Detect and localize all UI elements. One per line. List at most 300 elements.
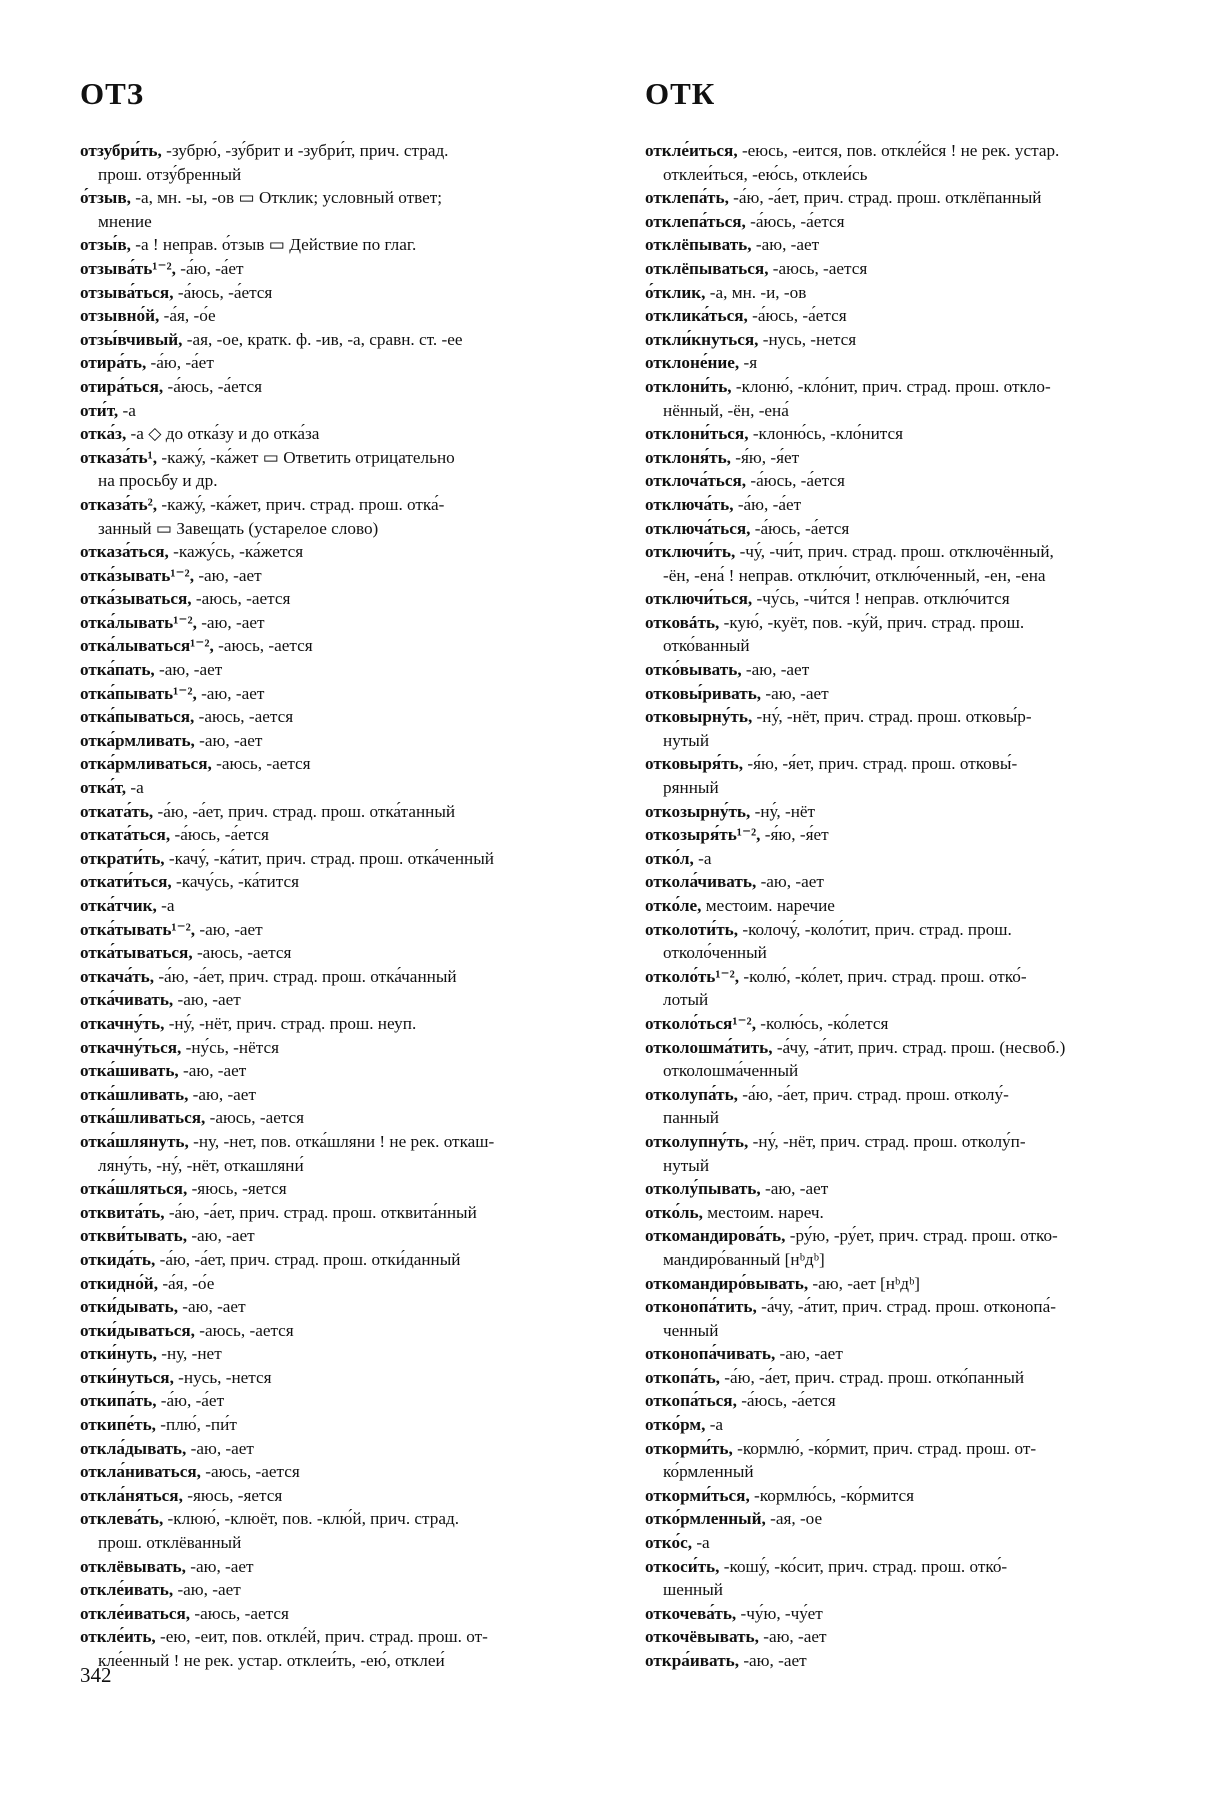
- dictionary-entry-line: [80, 1625, 613, 1649]
- entry-text: -кую́, -куёт, пов. -ку́й, прич. страд. прош.: [719, 612, 1025, 632]
- entry-text: -а́ю, -а́ет, прич. страд. прош. отко́панный: [719, 1367, 1025, 1387]
- dictionary-entry-line: [80, 1036, 613, 1060]
- entry-text: -плю́, -пи́т: [155, 1415, 237, 1435]
- headword: отка́зывать¹⁻²,: [80, 565, 195, 585]
- dictionary-entry-line: [80, 1201, 613, 1225]
- dictionary-entry-line: [645, 186, 1175, 210]
- dictionary-entry-line: [645, 351, 1175, 375]
- entry-text: -я́ю, -я́ет: [730, 447, 800, 467]
- entry-text: -аю, -ает: [185, 1556, 254, 1576]
- headword: отключи́ться,: [645, 589, 753, 609]
- headword: отконопа́тить,: [645, 1297, 757, 1317]
- entry-text: на просьбу и др.: [98, 471, 218, 491]
- entry-text: прош. отзу́бренный: [98, 164, 242, 184]
- dictionary-entry-line: [80, 493, 613, 517]
- entry-text: -а́ю, -а́ет, прич. страд. прош. отквита́нный: [164, 1202, 477, 1222]
- headword: отквита́ть,: [80, 1202, 165, 1222]
- headword: о́тклик,: [645, 282, 706, 302]
- headword: отзубри́ть,: [80, 141, 162, 160]
- entry-text: -аю, -ает: [739, 1651, 807, 1670]
- headword: отка́пать,: [80, 660, 155, 680]
- headword: отзы́в,: [80, 235, 131, 255]
- dictionary-entry-line: [645, 446, 1175, 470]
- headword: отклева́ть,: [80, 1509, 164, 1529]
- headword: откли́кнуться,: [645, 329, 759, 349]
- dictionary-entry-line: [645, 682, 1175, 706]
- headword: отколо́ться¹⁻²,: [645, 1013, 756, 1033]
- entry-text: -аю, -ает: [173, 990, 241, 1010]
- headword: отковырну́ть,: [645, 707, 753, 727]
- entry-text: -качу́, -ка́тит, прич. страд. прош. отка́ченный: [164, 848, 494, 868]
- headword: отка́шивать,: [80, 1061, 179, 1081]
- dictionary-entry-line: [80, 1460, 613, 1484]
- dictionary-entry-line: [80, 564, 613, 588]
- entry-text: -а́ю, -а́ет, прич. страд. прош. отки́данный: [155, 1249, 461, 1269]
- entry-text: -клюю́, -клюёт, пов. -клю́й, прич. страд.: [163, 1509, 460, 1529]
- entry-text: -а́ю, -а́ет: [156, 1391, 225, 1411]
- headword: открати́ть,: [80, 848, 165, 868]
- dictionary-entry-line: [80, 611, 613, 635]
- dictionary-entry-line: [80, 375, 613, 399]
- dictionary-entry-line: [645, 1484, 1175, 1508]
- dictionary-continuation-line: [645, 988, 1175, 1012]
- entry-text: -а: [692, 1533, 710, 1553]
- entry-text: отклеи́ться, -ею́сь, отклеи́сь: [663, 164, 868, 184]
- entry-text: кле́енный ! не рек. устар. отклеи́ть, -ею́, отклеи́: [98, 1651, 445, 1670]
- dictionary-entry-line: [80, 776, 613, 800]
- dictionary-entry-line: [645, 1201, 1175, 1225]
- entry-text: -а: [156, 896, 175, 915]
- dictionary-entry-line: [645, 517, 1175, 541]
- headword: отключа́ть,: [645, 494, 734, 514]
- headword: отка́шливать,: [80, 1084, 189, 1104]
- headword: отковыря́ть,: [645, 754, 744, 774]
- dictionary-entry-line: [645, 422, 1175, 446]
- entry-text: -аю, -ает: [741, 660, 810, 680]
- running-header-right: ОТК: [645, 76, 716, 111]
- entry-text: нённый, -ён, -ена́: [663, 400, 789, 420]
- entry-text: местоим. наречие: [701, 896, 835, 915]
- headword: отзы́вчивый,: [80, 329, 183, 349]
- headword: отколо́ть¹⁻²,: [645, 966, 740, 986]
- headword: отка́шляться,: [80, 1179, 188, 1199]
- dictionary-continuation-line: [80, 469, 613, 493]
- entry-text: -я́ю, -я́ет: [760, 825, 829, 845]
- entry-text: -а: [118, 400, 136, 420]
- headword: отклепа́ться,: [645, 211, 746, 231]
- headword: откорми́ться,: [645, 1485, 750, 1505]
- headword: отки́нуться,: [80, 1367, 174, 1387]
- entry-text: -а́ю, -а́ет, прич. страд. прош. отка́чанный: [154, 966, 457, 986]
- entry-text: -а, мн. -ы, -ов ▭ Отклик; условный ответ;: [130, 188, 443, 208]
- dictionary-entry-line: [80, 1413, 613, 1437]
- headword: отка́тчик,: [80, 896, 157, 915]
- dictionary-entry-line: [645, 1389, 1175, 1413]
- dictionary-entry-line: [80, 682, 613, 706]
- headword: отколу́пывать,: [645, 1179, 761, 1199]
- entry-text: -а́юсь, -а́ется: [747, 306, 847, 326]
- dictionary-continuation-line: [645, 1319, 1175, 1343]
- dictionary-entry-line: [80, 847, 613, 871]
- entry-text: занный ▭ Завещать (устарелое слово): [98, 518, 379, 538]
- entry-text: нутый: [663, 1155, 710, 1175]
- dictionary-entry-line: [80, 446, 613, 470]
- headword: отклоча́ться,: [645, 471, 747, 491]
- entry-text: -аю, -ает [нᵇдᵇ]: [808, 1273, 921, 1293]
- entry-text: -зубрю́, -зу́брит и -зубри́т, прич. страд.: [161, 141, 449, 160]
- dictionary-entry-line: [80, 800, 613, 824]
- headword: отко́ль,: [645, 1202, 703, 1222]
- entry-text: -ею, -еит, пов. откле́й, прич. страд. прош. от-: [155, 1627, 488, 1647]
- dictionary-entry-line: [80, 587, 613, 611]
- headword: отколоти́ть,: [645, 919, 739, 939]
- dictionary-entry-line: [80, 1389, 613, 1413]
- entry-text: -колю́сь, -ко́лется: [756, 1013, 889, 1033]
- headword: откомандиро́вывать,: [645, 1273, 809, 1293]
- entry-text: -чу́ю, -чу́ет: [736, 1603, 823, 1623]
- dictionary-continuation-line: [645, 1248, 1175, 1272]
- entry-text: -ну, -нет: [156, 1344, 222, 1364]
- entry-text: -аю, -ает: [756, 872, 824, 892]
- dictionary-entry-line: [645, 918, 1175, 942]
- entry-text: -аюсь, -ается: [194, 1320, 294, 1340]
- headword: отколошма́тить,: [645, 1037, 773, 1057]
- headword: отзывно́й,: [80, 306, 160, 326]
- dictionary-entry-line: [80, 918, 613, 942]
- headword: откозырну́ть,: [645, 801, 751, 821]
- entry-text: -а́юсь, -а́ется: [736, 1391, 836, 1411]
- dictionary-continuation-line: [645, 941, 1175, 965]
- dictionary-entry-line: [80, 399, 613, 423]
- headword: откида́ть,: [80, 1249, 156, 1269]
- dictionary-entry-line: [645, 493, 1175, 517]
- entry-text: -ён, -ена́ ! неправ. отклю́чит, отклю́ченный, -ен, -ена: [663, 565, 1046, 585]
- entry-text: -аю, -ает: [186, 1438, 254, 1458]
- dictionary-entry-line: [645, 658, 1175, 682]
- entry-text: -а́я, -о́е: [158, 1273, 215, 1293]
- entry-text: -а́юсь, -а́ется: [163, 376, 262, 396]
- entry-text: -чу́, -чи́т, прич. страд. прош. отключённый,: [735, 542, 1054, 562]
- dictionary-entry-line: [645, 139, 1175, 163]
- entry-text: -а: [705, 1415, 724, 1435]
- headword: оти́т,: [80, 400, 119, 420]
- headword: отковы́ривать,: [645, 683, 762, 703]
- dictionary-entry-line: [645, 210, 1175, 234]
- dictionary-entry-line: [80, 328, 613, 352]
- headword: отка́рмливать,: [80, 730, 195, 750]
- headword: отклони́ть,: [645, 376, 732, 396]
- dictionary-entry-line: [80, 894, 613, 918]
- dictionary-entry-line: [645, 847, 1175, 871]
- entry-text: -а́ю, -а́ет, прич. страд. прош. отка́танный: [153, 801, 456, 821]
- dictionary-entry-line: [80, 1602, 613, 1626]
- entry-text: -ну́, -нёт, прич. страд. прош. отколу́п-: [748, 1131, 1026, 1151]
- headword: откачну́ть,: [80, 1013, 165, 1033]
- entry-text: -аю, -ает: [154, 660, 223, 680]
- headword: откомандирова́ть,: [645, 1226, 786, 1246]
- headword: откипа́ть,: [80, 1391, 157, 1411]
- dictionary-entry-line: [80, 257, 613, 281]
- entry-text: -аю, -ает: [194, 565, 262, 585]
- headword: отклоня́ть,: [645, 447, 731, 467]
- headword: откра́ивать,: [645, 1651, 740, 1670]
- headword: отколупа́ть,: [645, 1084, 738, 1104]
- dictionary-entry-line: [645, 1531, 1175, 1555]
- dictionary-continuation-line: [80, 517, 613, 541]
- entry-text: -аюсь, -ается: [194, 707, 294, 727]
- headword: откача́ть,: [80, 966, 155, 986]
- headword: отконопа́чивать,: [645, 1344, 776, 1364]
- entry-text: -аю, -ает: [178, 1061, 247, 1081]
- entry-text: отко́ванный: [663, 636, 750, 656]
- dictionary-continuation-line: [645, 1154, 1175, 1178]
- headword: отката́ть,: [80, 801, 154, 821]
- dictionary-continuation-line: [80, 1154, 613, 1178]
- headword: отка́лываться¹⁻²,: [80, 636, 214, 656]
- headword: откла́ниваться,: [80, 1462, 201, 1482]
- dictionary-entry-line: [80, 304, 613, 328]
- entry-text: -аю, -ает: [178, 1297, 246, 1317]
- dictionary-entry-line: [80, 540, 613, 564]
- entry-text: -а́ю, -а́ет: [733, 494, 802, 514]
- entry-text: -ну́сь, -нётся: [181, 1037, 279, 1057]
- entry-text: -а́юсь, -а́ется: [750, 518, 850, 538]
- headword: отка́тывать¹⁻²,: [80, 919, 196, 939]
- dictionary-entry-line: [645, 469, 1175, 493]
- dictionary-entry-line: [645, 1366, 1175, 1390]
- headword: о́тзыв,: [80, 188, 131, 208]
- entry-text: -аю, -ает: [194, 730, 263, 750]
- headword: отки́дывать,: [80, 1297, 178, 1317]
- dictionary-entry-line: [80, 1507, 613, 1531]
- entry-text: -а́юсь, -а́ется: [746, 471, 845, 491]
- entry-text: -кажу́, -ка́жет, прич. страд. прош. отка́-: [157, 494, 445, 514]
- dictionary-entry-line: [80, 1555, 613, 1579]
- headword: отка́тываться,: [80, 943, 193, 963]
- dictionary-entry-line: [645, 752, 1175, 776]
- headword: откви́тывать,: [80, 1226, 188, 1246]
- headword: отко́с,: [645, 1533, 693, 1553]
- entry-text: рянный: [663, 778, 719, 798]
- entry-text: -а ! неправ. о́тзыв ▭ Действие по глаг.: [130, 235, 417, 255]
- entry-text: отколо́ченный: [663, 943, 767, 963]
- headword: отка́рмливаться,: [80, 754, 212, 774]
- dictionary-entry-line: [645, 800, 1175, 824]
- entry-text: -я: [739, 353, 758, 373]
- headword: отказа́ть¹,: [80, 447, 158, 467]
- headword: отира́ться,: [80, 376, 164, 396]
- entry-text: -ру́ю, -ру́ет, прич. страд. прош. отко-: [785, 1226, 1058, 1246]
- dictionary-entry-line: [645, 1342, 1175, 1366]
- dictionary-entry-line: [80, 1059, 613, 1083]
- entry-text: -а ◇ до отка́зу и до отка́за: [126, 424, 320, 444]
- headword: отклепа́ть,: [645, 188, 729, 208]
- entry-text: -кошу́, -ко́сит, прич. страд. прош. отко́-: [719, 1556, 1008, 1576]
- entry-text: -аюсь, -ается: [213, 636, 313, 656]
- dictionary-continuation-line: [80, 1531, 613, 1555]
- headword: отка́пываться,: [80, 707, 195, 727]
- headword: откочева́ть,: [645, 1603, 737, 1623]
- dictionary-entry-line: [645, 894, 1175, 918]
- entry-text: -ну́, -нёт: [750, 801, 816, 821]
- entry-text: -аю, -ает: [196, 612, 265, 632]
- headword: отка́шлянуть,: [80, 1131, 189, 1151]
- entry-text: -аюсь, -ается: [192, 943, 292, 963]
- dictionary-entry-line: [645, 965, 1175, 989]
- entry-text: -яюсь, -яется: [187, 1179, 287, 1199]
- dictionary-entry-line: [645, 1130, 1175, 1154]
- dictionary-entry-line: [80, 1177, 613, 1201]
- headword: откачну́ться,: [80, 1037, 182, 1057]
- dictionary-entry-line: [645, 1602, 1175, 1626]
- dictionary-entry-line: [80, 1484, 613, 1508]
- dictionary-entry-line: [80, 705, 613, 729]
- dictionary-entry-line: [80, 752, 613, 776]
- entry-text: -а́я, -о́е: [159, 306, 216, 326]
- headword: отки́дываться,: [80, 1320, 195, 1340]
- dictionary-entry-line: [80, 1578, 613, 1602]
- entry-text: -качу́сь, -ка́тится: [171, 872, 300, 892]
- dictionary-entry-line: [645, 1555, 1175, 1579]
- entry-text: -колю́, -ко́лет, прич. страд. прош. отко́-: [739, 966, 1027, 986]
- page-number: 342: [80, 1663, 112, 1687]
- dictionary-continuation-line: [645, 776, 1175, 800]
- entry-text: -а́ю, -а́ет, прич. страд. прош. отколу́-: [737, 1084, 1009, 1104]
- dictionary-entry-line: [645, 1295, 1175, 1319]
- dictionary-entry-line: [80, 139, 613, 163]
- headword: откле́ивать,: [80, 1580, 174, 1600]
- entry-text: -аю, -ает: [187, 1226, 255, 1246]
- entry-text: -ну́, -нёт, прич. страд. прош. неуп.: [164, 1013, 417, 1033]
- dictionary-entry-line: [645, 1036, 1175, 1060]
- entry-text: -аю, -ает: [760, 1179, 829, 1199]
- entry-text: -аюсь, -ается: [211, 754, 311, 774]
- headword: откола́чивать,: [645, 872, 757, 892]
- headword: отка́т,: [80, 778, 127, 798]
- entry-text: -а: [693, 848, 712, 868]
- dictionary-continuation-line: [80, 1649, 613, 1673]
- entry-text: лотый: [663, 990, 709, 1010]
- headword: откле́иваться,: [80, 1603, 191, 1623]
- dictionary-continuation-line: [645, 163, 1175, 187]
- entry-text: -аю, -ает: [196, 683, 265, 703]
- headword: отзыва́ться,: [80, 282, 174, 302]
- dictionary-entry-line: [80, 1130, 613, 1154]
- dictionary-entry-line: [645, 1177, 1175, 1201]
- headword: отка́зываться,: [80, 589, 192, 609]
- headword: отка́пывать¹⁻²,: [80, 683, 197, 703]
- dictionary-entry-line: [645, 375, 1175, 399]
- headword: откле́ить,: [80, 1627, 156, 1647]
- dictionary-entry-line: [645, 304, 1175, 328]
- dictionary-entry-line: [645, 257, 1175, 281]
- entry-text: -аюсь, -ается: [768, 258, 868, 278]
- entry-text: -а́юсь, -а́ется: [170, 825, 269, 845]
- dictionary-continuation-line: [80, 163, 613, 187]
- headword: отката́ться,: [80, 825, 171, 845]
- dictionary-entry-line: [645, 705, 1175, 729]
- entry-text: -а́ю, -а́ет: [175, 258, 244, 278]
- headword: отка́лывать¹⁻²,: [80, 612, 197, 632]
- dictionary-entry-line: [80, 941, 613, 965]
- entry-text: -аюсь, -ается: [190, 1603, 289, 1623]
- headword: откочёвывать,: [645, 1627, 759, 1647]
- entry-text: -а́ю, -а́ет: [146, 353, 214, 373]
- headword: отко́рм,: [645, 1415, 706, 1435]
- entry-text: -клоню́сь, -кло́нится: [748, 424, 904, 444]
- dictionary-entry-line: [80, 281, 613, 305]
- dictionary-continuation-line: [645, 634, 1175, 658]
- headword: отклоне́ние,: [645, 353, 740, 373]
- entry-text: отколошма́ченный: [663, 1061, 799, 1081]
- headword: отключи́ть,: [645, 542, 736, 562]
- entry-text: прош. отклёванный: [98, 1533, 242, 1553]
- dictionary-entry-line: [80, 1437, 613, 1461]
- running-header-left: ОТЗ: [80, 76, 145, 111]
- entry-text: шенный: [663, 1580, 724, 1600]
- headword: отклёпываться,: [645, 258, 769, 278]
- dictionary-entry-line: [645, 823, 1175, 847]
- entry-text: -а́юсь, -а́ется: [173, 282, 273, 302]
- headword: отка́чивать,: [80, 990, 174, 1010]
- headword: отки́нуть,: [80, 1344, 157, 1364]
- dictionary-entry-line: [645, 1507, 1175, 1531]
- dictionary-entry-line: [80, 422, 613, 446]
- dictionary-entry-line: [645, 611, 1175, 635]
- headword: отира́ть,: [80, 353, 147, 373]
- headword: откипе́ть,: [80, 1415, 156, 1435]
- dictionary-entry-line: [80, 729, 613, 753]
- entry-text: ченный: [663, 1320, 719, 1340]
- entry-text: -ну, -нет, пов. отка́шляни ! не рек. откаш-: [188, 1131, 495, 1151]
- dictionary-entry-line: [645, 870, 1175, 894]
- entry-text: -аюсь, -ается: [205, 1108, 305, 1128]
- dictionary-entry-line: [645, 233, 1175, 257]
- dictionary-entry-line: [645, 1272, 1175, 1296]
- entry-text: -я́ю, -я́ет, прич. страд. прош. отковы́-: [743, 754, 1018, 774]
- entry-text: -аю, -ает: [173, 1580, 241, 1600]
- entry-text: -кормлю́, -ко́рмит, прич. страд. прош. от-: [732, 1438, 1037, 1458]
- entry-text: -а́чу, -а́тит, прич. страд. прош. (несвоб.): [772, 1037, 1066, 1057]
- dictionary-continuation-line: [80, 210, 613, 234]
- entry-text: нутый: [663, 730, 710, 750]
- headword: отко́л,: [645, 848, 694, 868]
- headword: отклёвывать,: [80, 1556, 186, 1576]
- headword: откозыря́ть¹⁻²,: [645, 825, 761, 845]
- headword: откопа́ться,: [645, 1391, 737, 1411]
- dictionary-entry-line: [80, 823, 613, 847]
- dictionary-entry-line: [645, 1224, 1175, 1248]
- entry-text: -аю, -ает: [758, 1627, 827, 1647]
- dictionary-entry-line: [645, 328, 1175, 352]
- dictionary-entry-line: [645, 587, 1175, 611]
- headword: откла́дывать,: [80, 1438, 187, 1458]
- entry-text: -аю, -ает: [751, 235, 820, 255]
- headword: отклёпывать,: [645, 235, 752, 255]
- headword: откла́няться,: [80, 1485, 183, 1505]
- dictionary-entry-line: [645, 281, 1175, 305]
- entry-text: панный: [663, 1108, 719, 1128]
- entry-text: -кормлю́сь, -ко́рмится: [749, 1485, 914, 1505]
- entry-text: -аю, -ает: [761, 683, 829, 703]
- dictionary-entry-line: [80, 965, 613, 989]
- headword: отказа́ться,: [80, 542, 169, 562]
- headword: отка́шливаться,: [80, 1108, 206, 1128]
- headword: отко́вывать,: [645, 660, 742, 680]
- dictionary-entry-line: [645, 1083, 1175, 1107]
- dictionary-entry-line: [80, 1342, 613, 1366]
- entry-text: -кажу́сь, -ка́жется: [168, 542, 304, 562]
